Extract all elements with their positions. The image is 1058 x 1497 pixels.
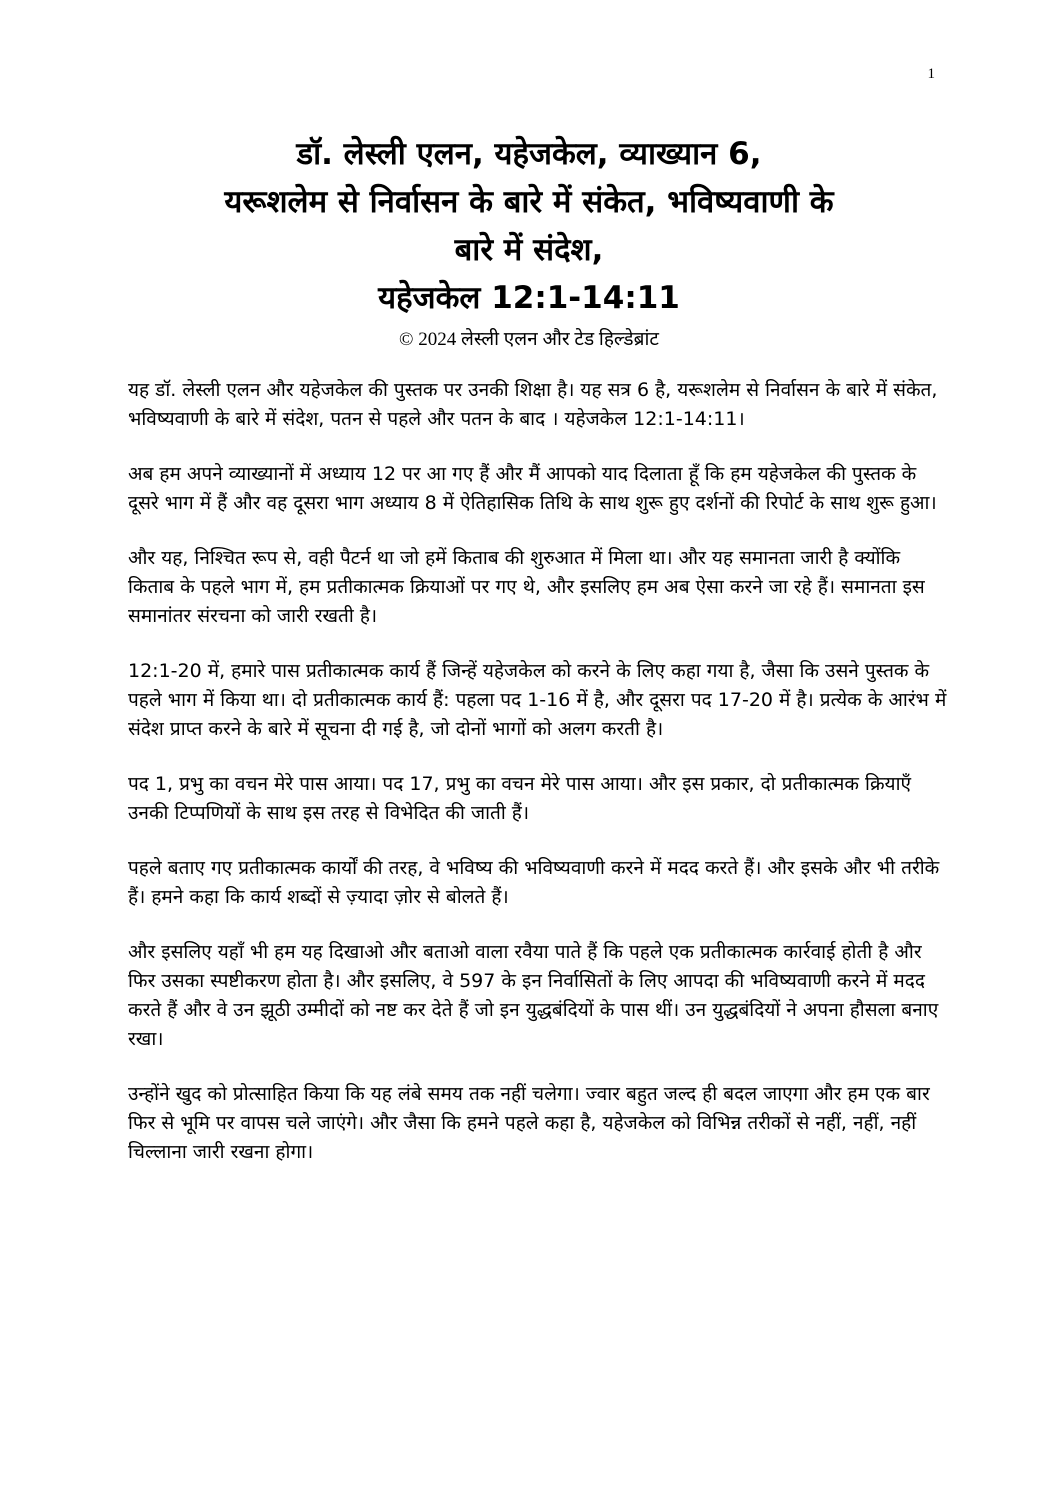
paragraph: अब हम अपने व्याख्यानों में अध्याय 12 पर आ गए हैं और मैं आपको याद दिलाता हूँ कि हम यहेजकेल की पुस्तक के दूसरे भाग में हैं और वह दूसरा भाग अध्याय 8 में ऐतिहासिक तिथि के साथ शुरू हुए दर्शनों की रिपोर्ट के साथ शुरू हुआ। [128,463,937,514]
paragraph: 12:1-20 में, हमारे पास प्रतीकात्मक कार्य हैं जिन्हें यहेजकेल को करने के लिए कहा गया है, जैसा कि उसने पुस्तक के पहले भाग में किया था। दो प्रतीकात्मक कार्य हैं: पहला पद 1-16 में है, और दूसरा पद 17-20 में है। प्रत्येक के आरंभ में संदेश प्राप्त करने के बारे में सूचना दी गई है, जो दोनों भागों को अलग करती है। [128,660,947,740]
title-block [90,130,968,354]
paragraph: पहले बताए गए प्रतीकात्मक कार्यों की तरह, वे भविष्य की भविष्यवाणी करने में मदद करते हैं। और इसके और भी तरीके हैं। हमने कहा कि कार्य शब्दों से ज़्यादा ज़ोर से बोलते हैं। [128,857,940,908]
paragraph: और यह, निश्चित रूप से, वही पैटर्न था जो हमें किताब की शुरुआत में मिला था। और यह समानता जारी है क्योंकि किताब के पहले भाग में, हम प्रतीकात्मक क्रियाओं पर गए थे, और इसलिए हम अब ऐसा करने जा रहे हैं। समानता इस समानांतर संरचना को जारी रखती है। [128,547,925,627]
copyright-notice: © 2024 लेस्ली एलन और टेड हिल्डेब्रांट [399,329,659,350]
paragraph: और इसलिए यहाँ भी हम यह दिखाओ और बताओ वाला रवैया पाते हैं कि पहले एक प्रतीकात्मक कार्रवाई होती है और फिर उसका स्पष्टीकरण होता है। और इसलिए, वे 597 के इन निर्वासितों के लिए आपदा की भविष्यवाणी करने में मदद करते हैं और वे उन झूठी उम्मीदों को नष्ट कर देते हैं जो इन युद्धबंदियों के पास थीं। उन युद्धबंदियों ने अपना हौसला बनाए रखा। [128,941,939,1050]
paragraph: पद 1, प्रभु का वचन मेरे पास आया। पद 17, प्रभु का वचन मेरे पास आया। और इस प्रकार, दो प्रतीकात्मक क्रियाएँ उनकी टिप्पणियों के साथ इस तरह से विभेदित की जाती हैं। [128,773,912,824]
paragraph: उन्होंने खुद को प्रोत्साहित किया कि यह लंबे समय तक नहीं चलेगा। ज्वार बहुत जल्द ही बदल जाएगा और हम एक बार फिर से भूमि पर वापस चले जाएंगे। और जैसा कि हमने पहले कहा है, यहेजकेल को विभिन्न तरीकों से नहीं, नहीं, नहीं चिल्लाना जारी रखना होगा। [128,1083,930,1163]
body-text [128,376,948,1193]
title-line-1: डॉ. लेस्ली एलन, यहेजकेल, व्याख्यान 6, [296,136,762,172]
paragraph: यह डॉ. लेस्ली एलन और यहेजकेल की पुस्तक पर उनकी शिक्षा है। यह सत्र 6 है, यरूशलेम से निर्वासन के बारे में संकेत, भविष्यवाणी के बारे में संदेश, पतन से पहले और पतन के बाद । यहेजकेल 12:1-14:11। [128,379,938,430]
title-line-2: यरूशलेम से निर्वासन के बारे में संकेत, भविष्यवाणी के [224,184,834,220]
page-number: 1 [927,66,935,82]
title-line-3: बारे में संदेश, [454,232,604,268]
title-reference: यहेजकेल 12:1-14:11 [378,280,680,316]
